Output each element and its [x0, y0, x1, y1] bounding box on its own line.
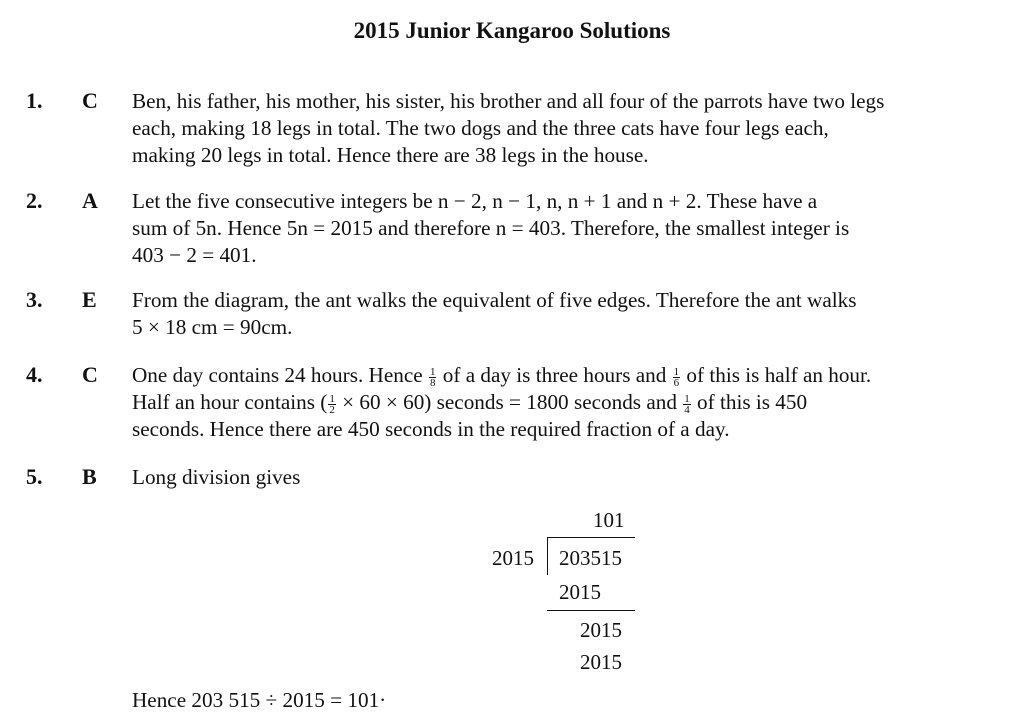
quotient: 101 [593, 508, 625, 532]
solution-line: Ben, his father, his mother, his sister, his brother and all four of the parrots have two legs [132, 89, 885, 113]
answer-letter: E [82, 287, 97, 312]
solution-line: making 20 legs in total. Hence there are 38 legs in the house. [132, 143, 649, 167]
solution-line: sum of 5n. Hence 5n = 2015 and therefore n = 403. Therefore, the smallest integer is [132, 216, 850, 240]
fraction: $\frac{1}{2}$ [329, 392, 335, 416]
text-run: of a day is three hours and [437, 363, 672, 387]
text-run: × 60 × 60) seconds = 1800 seconds and [336, 390, 683, 414]
division-bracket [547, 537, 548, 575]
question-number: 5. [26, 464, 43, 489]
question-number: 3. [26, 287, 43, 312]
subtraction-step: 2015 [559, 580, 601, 604]
page-title: 2015 Junior Kangaroo Solutions [353, 18, 671, 43]
solution-line: From the diagram, the ant walks the equivalent of five edges. Therefore the ant walks [132, 288, 857, 312]
remainder: 2015 [580, 618, 622, 642]
solution-line: 5 × 18 cm = 90cm. [132, 315, 293, 339]
fraction: $\frac{1}{6}$ [673, 365, 680, 389]
solution-line: Long division gives [132, 465, 301, 489]
text-run: of this is 450 [691, 390, 808, 414]
text-run: of this is half an hour. [681, 363, 872, 387]
divisor: 2015 [492, 546, 534, 570]
fraction: $\frac{1}{8}$ [429, 365, 436, 389]
conclusion: Hence 203 515 ÷ 2015 = 101· [132, 688, 387, 712]
subtraction-step: 2015 [580, 650, 622, 674]
fraction: $\frac{1}{4}$ [684, 392, 690, 416]
dividend: 203515 [559, 546, 622, 570]
solution-line: seconds. Hence there are 450 seconds in the required fraction of a day. [132, 417, 730, 441]
answer-letter: A [82, 188, 98, 213]
solution-line: Let the five consecutive integers be n − 2, n − 1, n, n + 1 and n + 2. These have a [132, 189, 818, 213]
division-bar [547, 537, 635, 538]
question-number: 1. [26, 88, 43, 113]
text-run: Half an hour contains ( [132, 390, 328, 414]
solution-line: 403 − 2 = 401. [132, 243, 257, 267]
subtraction-line [547, 610, 635, 611]
question-number: 4. [26, 362, 43, 387]
answer-letter: B [82, 464, 97, 489]
question-number: 2. [26, 188, 43, 213]
answer-letter: C [82, 362, 98, 387]
solution-line: each, making 18 legs in total. The two dogs and the three cats have four legs each, [132, 116, 829, 140]
answer-letter: C [82, 88, 98, 113]
text-run: One day contains 24 hours. Hence [132, 363, 428, 387]
